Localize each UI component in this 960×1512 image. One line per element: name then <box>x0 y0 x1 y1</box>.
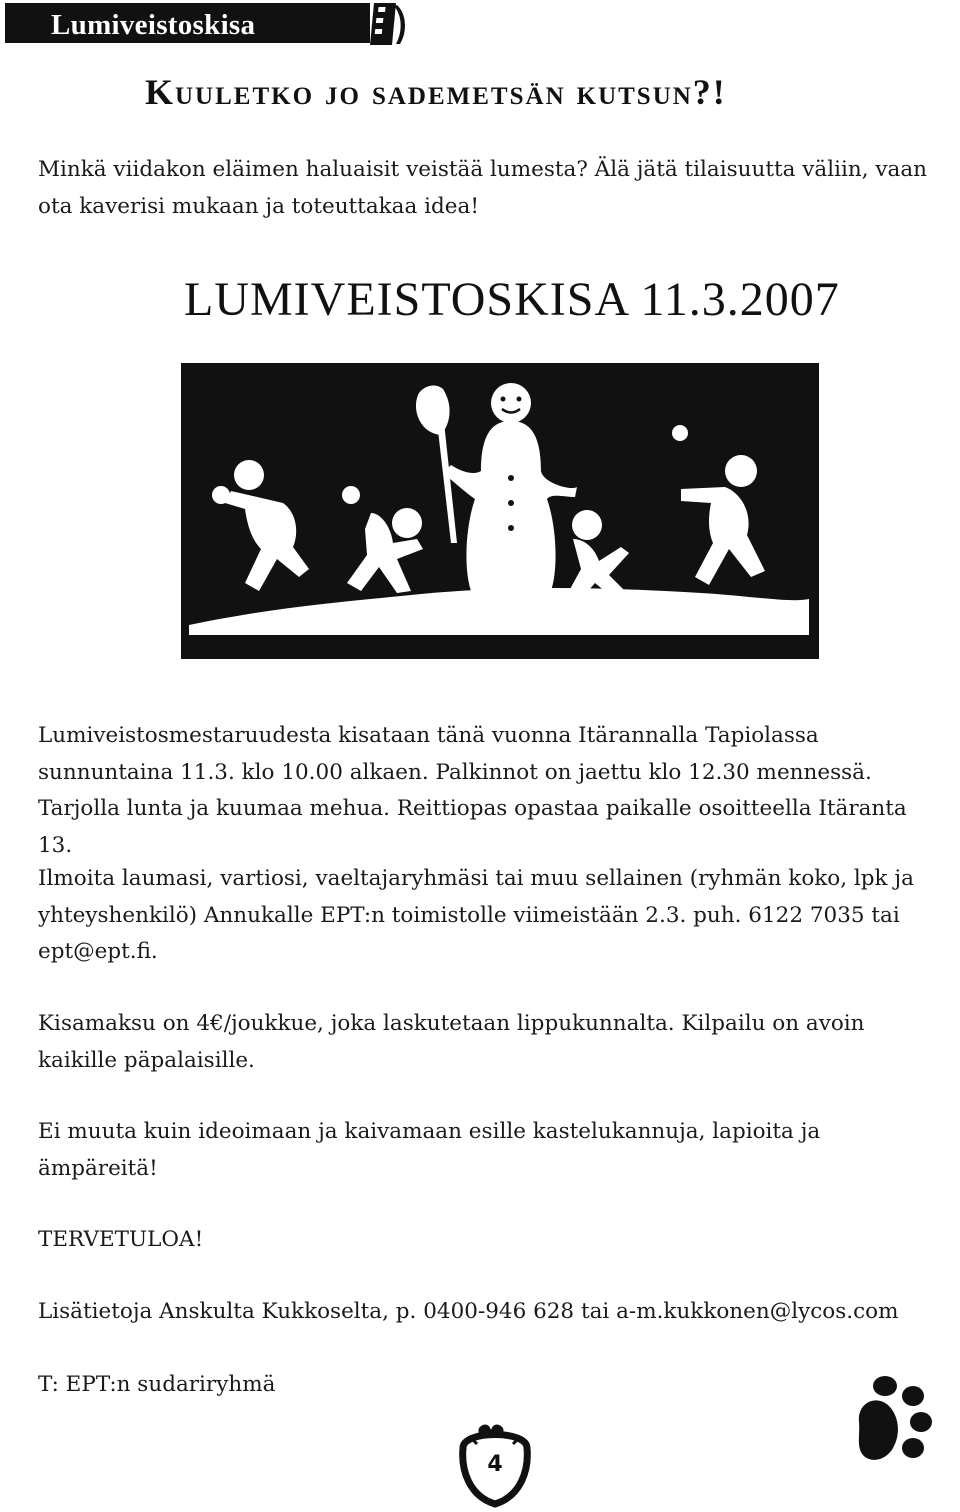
paw-print-icon <box>849 1372 939 1472</box>
headline: Kuuletko jo sademetsän kutsun?! <box>145 72 727 112</box>
horseshoe-badge-icon <box>457 1424 533 1508</box>
registration-paragraph: Ilmoita laumasi, vartiosi, vaeltajaryhmäsi tai muu sellainen (ryhmän koko, lpk ja yhteyshenkilö) Annukalle EPT:n toimistolle viimeistään 2.3. puh. 6122 7035 tai ept@ept.fi. <box>38 866 914 964</box>
snowman-children-silhouette-icon <box>181 363 819 659</box>
bring-tools-paragraph: Ei muuta kuin ideoimaan ja kaivamaan esille kastelukannuja, lapioita ja ämpäreitä! <box>38 1119 821 1181</box>
page-number: 4 <box>487 1452 503 1477</box>
info-paragraph: Lumiveistosmestaruudesta kisataan tänä vuonna Itärannalla Tapiolassa sunnuntaina 11.3. klo 10.00 alkaen. Palkinnot on jaettu klo 12.30 mennessä. Tarjolla lunta ja kuumaa mehua. Reittiopas opastaa paikalle osoitteella Itäranta 13. <box>38 723 907 858</box>
header-title: Lumiveistoskisa <box>51 9 256 41</box>
intro-paragraph: Minkä viidakon eläimen haluaisit veistää lumesta? Älä jätä tilaisuutta väliin, vaan ota kaverisi mukaan ja toteuttakaa idea! <box>38 157 927 219</box>
fee-paragraph: Kisamaksu on 4€/joukkue, joka laskutetaan lippukunnalta. Kilpailu on avoin kaikille päpalaisille. <box>38 1011 865 1073</box>
signature-text: T: EPT:n sudariryhmä <box>38 1372 276 1397</box>
contact-paragraph: Lisätietoja Anskulta Kukkoselta, p. 0400-946 628 tai a-m.kukkonen@lycos.com <box>38 1299 899 1324</box>
event-title: LUMIVEISTOSKISA 11.3.2007 <box>184 273 840 326</box>
welcome-text: TERVETULOA! <box>38 1227 204 1252</box>
header-bar <box>5 3 370 43</box>
film-strip-icon <box>370 3 410 45</box>
